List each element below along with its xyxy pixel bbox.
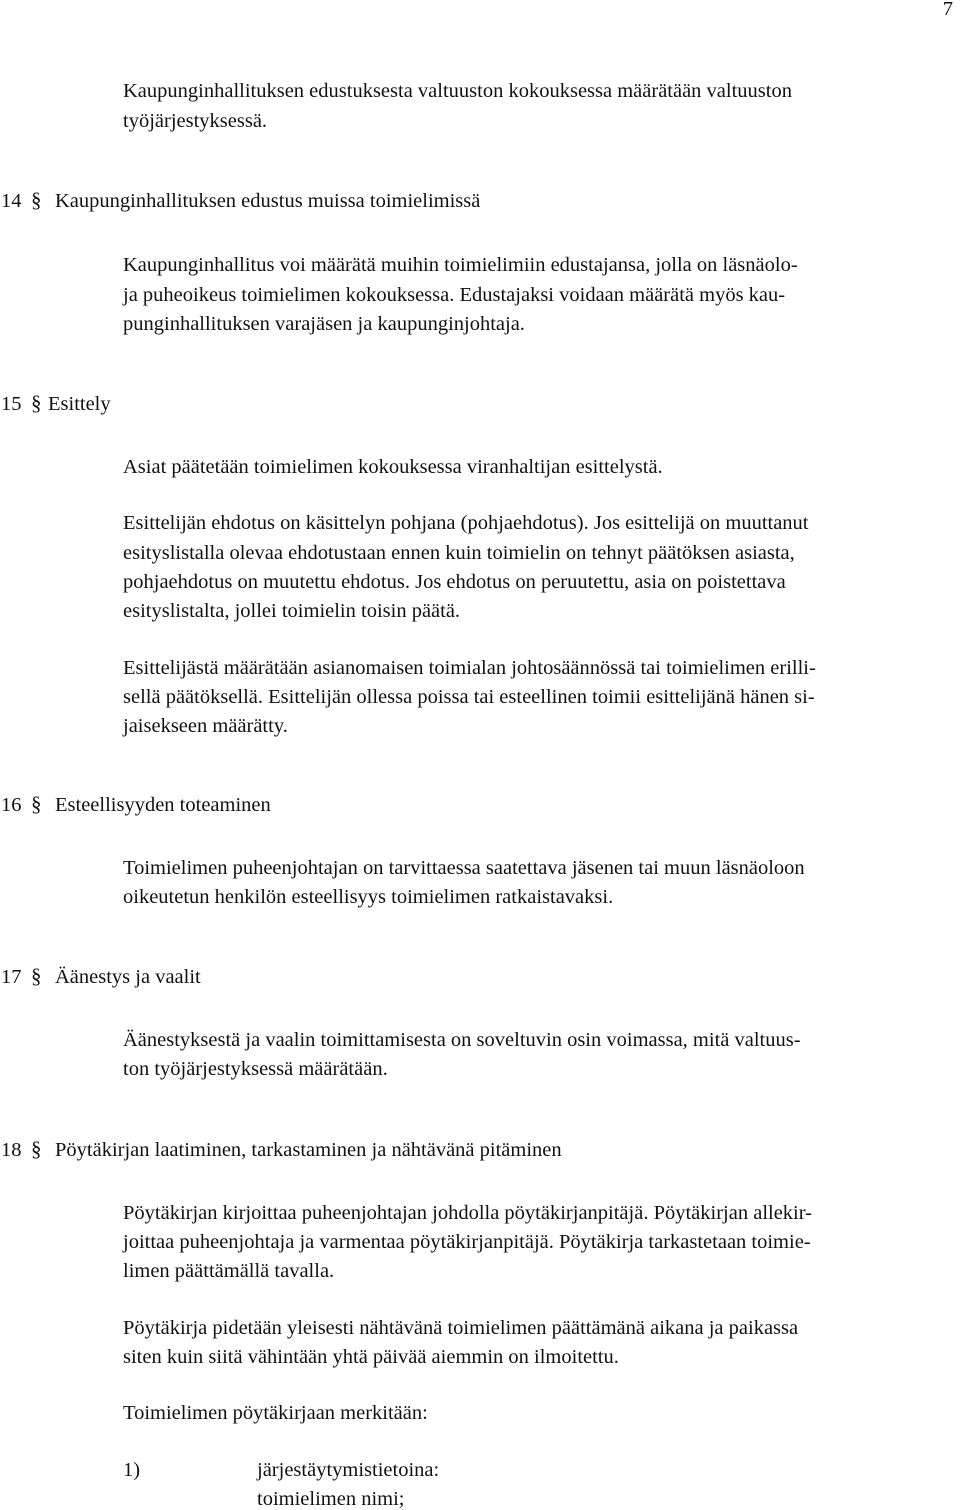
paragraph-line: Äänestyksestä ja vaalin toimittamisesta on soveltuvin osin voimassa, mitä valtuus- bbox=[123, 1029, 801, 1051]
paragraph-line: Pöytäkirja pidetään yleisesti nähtävänä toimielimen päättämänä aikana ja paikassa bbox=[123, 1317, 799, 1339]
paragraph-line: Kaupunginhallituksen edustuksesta valtuuston kokouksessa määrätään valtuuston bbox=[123, 80, 792, 102]
section-number: 17 bbox=[1, 966, 22, 988]
list-item-line: toimielimen nimi; bbox=[257, 1488, 405, 1510]
paragraph-line: Kaupunginhallitus voi määrätä muihin toimielimiin edustajansa, jolla on läsnäolo- bbox=[123, 254, 798, 276]
section-title: Pöytäkirjan laatiminen, tarkastaminen ja nähtävänä pitäminen bbox=[55, 1139, 562, 1161]
section-number: 15 bbox=[1, 393, 22, 415]
paragraph-line: esityslistalla olevaa ehdotustaan ennen kuin toimielin on tehnyt päätöksen asiasta, bbox=[123, 542, 795, 564]
paragraph-line: sellä päätöksellä. Esittelijän ollessa poissa tai esteellinen toimii esittelijänä hänen si- bbox=[123, 686, 815, 708]
section-title: Esittely bbox=[48, 393, 111, 415]
paragraph-line: ton työjärjestyksessä määrätään. bbox=[123, 1058, 388, 1080]
paragraph-line: työjärjestyksessä. bbox=[123, 110, 268, 132]
paragraph-line: jaisekseen määrätty. bbox=[123, 715, 288, 737]
paragraph-line: Asiat päätetään toimielimen kokouksessa viranhaltijan esittelystä. bbox=[123, 456, 663, 478]
section-number: 16 bbox=[1, 794, 22, 816]
section-sign: § bbox=[31, 391, 42, 415]
section-sign: § bbox=[31, 188, 42, 212]
paragraph-line: siten kuin siitä vähintään yhtä päivää aiemmin on ilmoitettu. bbox=[123, 1346, 619, 1368]
section-sign: § bbox=[31, 1137, 42, 1161]
section-number: 18 bbox=[1, 1139, 22, 1161]
paragraph-line: limen päättämällä tavalla. bbox=[123, 1260, 335, 1282]
section-sign: § bbox=[31, 792, 42, 816]
section-title: Kaupunginhallituksen edustus muissa toimielimissä bbox=[55, 190, 481, 212]
paragraph-line: ja puheoikeus toimielimen kokouksessa. Edustajaksi voidaan määrätä myös kau- bbox=[123, 284, 786, 306]
section-title: Esteellisyyden toteaminen bbox=[55, 794, 271, 816]
paragraph-line: Esittelijän ehdotus on käsittelyn pohjana (pohjaehdotus). Jos esittelijä on muuttanut bbox=[123, 512, 809, 534]
paragraph-line: Toimielimen puheenjohtajan on tarvittaessa saatettava jäsenen tai muun läsnäoloon bbox=[123, 857, 805, 879]
section-sign: § bbox=[31, 964, 42, 988]
paragraph-line: Esittelijästä määrätään asianomaisen toimialan johtosäännössä tai toimielimen erilli- bbox=[123, 657, 816, 679]
paragraph-line: joittaa puheenjohtaja ja varmentaa pöytäkirjanpitäjä. Pöytäkirja tarkastetaan toimie- bbox=[123, 1231, 811, 1253]
section-title: Äänestys ja vaalit bbox=[55, 966, 201, 988]
page-number: 7 bbox=[942, 0, 953, 20]
paragraph-line: oikeutetun henkilön esteellisyys toimielimen ratkaistavaksi. bbox=[123, 886, 614, 908]
section-number: 14 bbox=[1, 190, 22, 212]
paragraph-line: punginhallituksen varajäsen ja kaupunginjohtaja. bbox=[123, 313, 525, 335]
list-item-number: 1) bbox=[123, 1459, 141, 1481]
paragraph-line: esityslistalta, jollei toimielin toisin päätä. bbox=[123, 600, 461, 622]
paragraph-line: Pöytäkirjan kirjoittaa puheenjohtajan johdolla pöytäkirjanpitäjä. Pöytäkirjan allekir- bbox=[123, 1202, 812, 1224]
list-item-line: järjestäytymistietoina: bbox=[257, 1459, 440, 1481]
paragraph-line: pohjaehdotus on muutettu ehdotus. Jos ehdotus on peruutettu, asia on poistettava bbox=[123, 571, 786, 593]
paragraph-line: Toimielimen pöytäkirjaan merkitään: bbox=[123, 1402, 428, 1424]
